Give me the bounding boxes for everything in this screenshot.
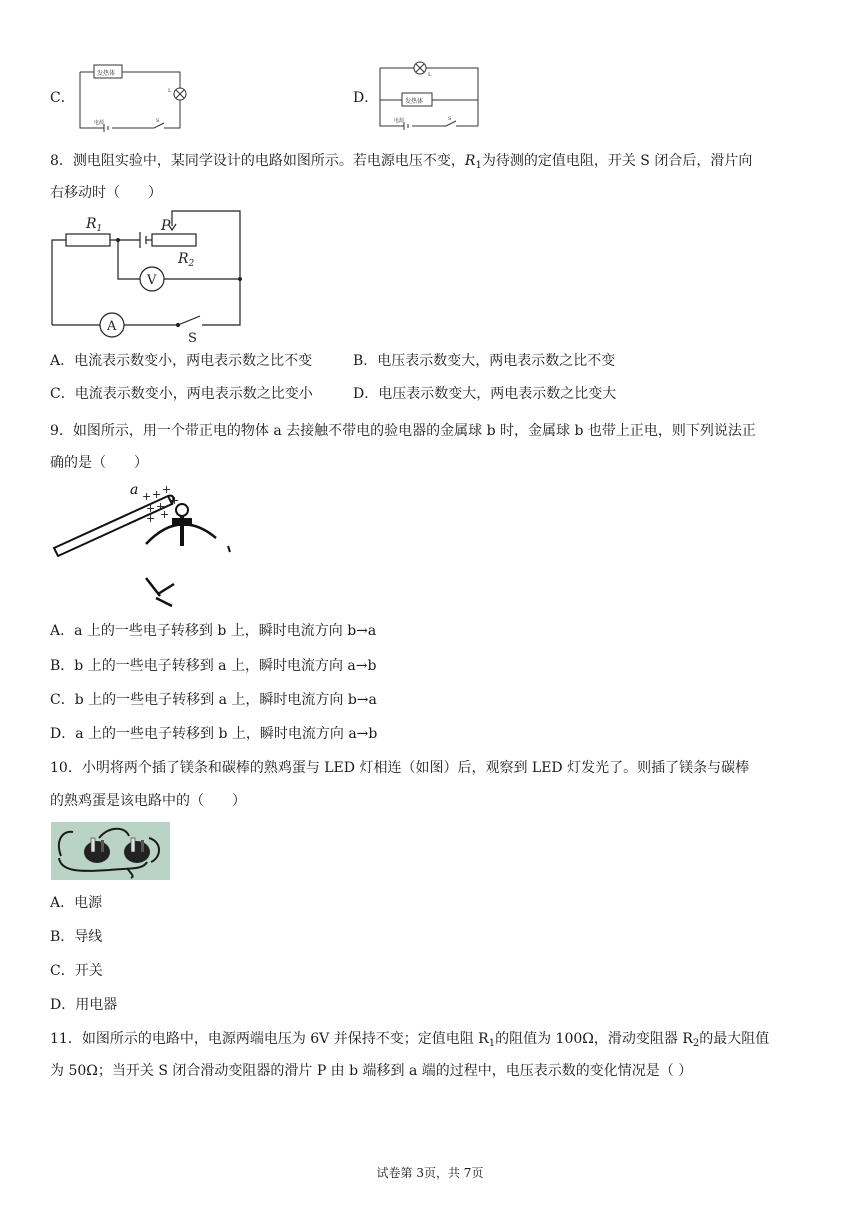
q9-label-a: a <box>130 482 139 498</box>
q8-circuit <box>48 208 248 344</box>
q7c-heater-label: 发热体 <box>97 70 116 77</box>
q7c-source-label: 电源 <box>94 120 105 126</box>
q11-stem-line2: 为 50Ω；当开关 S 闭合滑动变阻器的滑片 P 由 b 端移到 a 端的过程中，电压表示数的变化情况是（ ） <box>50 1063 693 1079</box>
q9-option-b: B．b 上的一些电子转移到 a 上，瞬时电流方向 a→b <box>50 658 377 674</box>
q8-switch-label: S <box>188 331 197 344</box>
q7-option-c-label: C． <box>50 90 75 106</box>
q8-r2-label: $R_2$ <box>178 251 195 269</box>
q8-r1-label: $R_1$ <box>86 216 103 234</box>
q10-stem-line2: 的熟鸡蛋是该电路中的（ ） <box>50 793 246 809</box>
q9-stem-line1: 9．如图所示，用一个带正电的物体 a 去接触不带电的验电器的金属球 b 时，金属球 b 也带上正电，则下列说法正 <box>50 423 756 439</box>
q9-stem-line2: 确的是（ ） <box>50 455 148 471</box>
q10-option-c: C．开关 <box>50 963 103 979</box>
q7c-lamp-label: L <box>168 88 172 94</box>
q10-egg-circuit-photo <box>51 822 170 884</box>
q10-option-a: A．电源 <box>50 895 103 911</box>
page-footer: 试卷第 3页，共 7页 <box>376 1166 484 1180</box>
q9-option-d: D．a 上的一些电子转移到 b 上，瞬时电流方向 a→b <box>50 726 378 742</box>
q8-option-c: C．电流表示数变小，两电表示数之比变小 <box>50 386 313 402</box>
q7d-source-label: 电源 <box>394 118 405 124</box>
q10-stem-line1: 10．小明将两个插了镁条和碳棒的熟鸡蛋与 LED 灯相连（如图）后，观察到 LED 灯发光了。则插了镁条与碳棒 <box>50 760 750 776</box>
q8-stem-line2: 右移动时（ ） <box>50 185 162 201</box>
svg-text:+: + <box>146 512 156 525</box>
svg-text:+: + <box>160 508 170 521</box>
q8-ammeter-label: A <box>107 319 117 334</box>
q7d-heater-label: 发热体 <box>405 98 424 105</box>
svg-text:+: + <box>156 500 166 513</box>
q8-option-d: D．电压表示数变大，两电表示数之比变大 <box>353 386 617 402</box>
q9-option-a: A．a 上的一些电子转移到 b 上，瞬时电流方向 b→a <box>50 623 377 639</box>
q8-stem-line1: 8．测电阻实验中，某同学设计的电路如图所示。若电源电压不变，$R_1$为待测的定值电阻，开关 S 闭合后，滑片向 <box>50 153 753 171</box>
q8-voltmeter-label: V <box>147 273 157 288</box>
q9-electroscope-figure <box>50 480 240 610</box>
q8-p-label: P <box>161 218 171 234</box>
q10-option-d: D．用电器 <box>50 997 118 1013</box>
svg-text:+: + <box>152 488 162 501</box>
q7c-switch-label: S <box>156 118 160 124</box>
svg-text:+: + <box>146 502 156 515</box>
q8-option-a: A．电流表示数变小，两电表示数之比不变 <box>50 353 313 369</box>
q9-option-c: C．b 上的一些电子转移到 a 上，瞬时电流方向 b→a <box>50 692 377 708</box>
svg-text:+: + <box>162 483 172 496</box>
q8-option-b: B．电压表示数变大，两电表示数之比不变 <box>353 353 616 369</box>
svg-text:+: + <box>142 490 152 503</box>
q7-circuit-d <box>376 60 484 132</box>
svg-text:+: + <box>170 494 180 507</box>
q10-option-b: B．导线 <box>50 929 103 945</box>
q7-option-d-label: D． <box>353 90 379 106</box>
q11-stem-line1: 11．如图所示的电路中，电源两端电压为 6V 并保持不变；定值电阻 $R_1$的阻值为 100Ω，滑动变阻器 $R_2$的最大阻值 <box>50 1031 770 1049</box>
q7d-lamp-label: L <box>428 72 432 78</box>
q7d-switch-label: S <box>448 116 452 122</box>
q7-circuit-c <box>76 62 188 134</box>
